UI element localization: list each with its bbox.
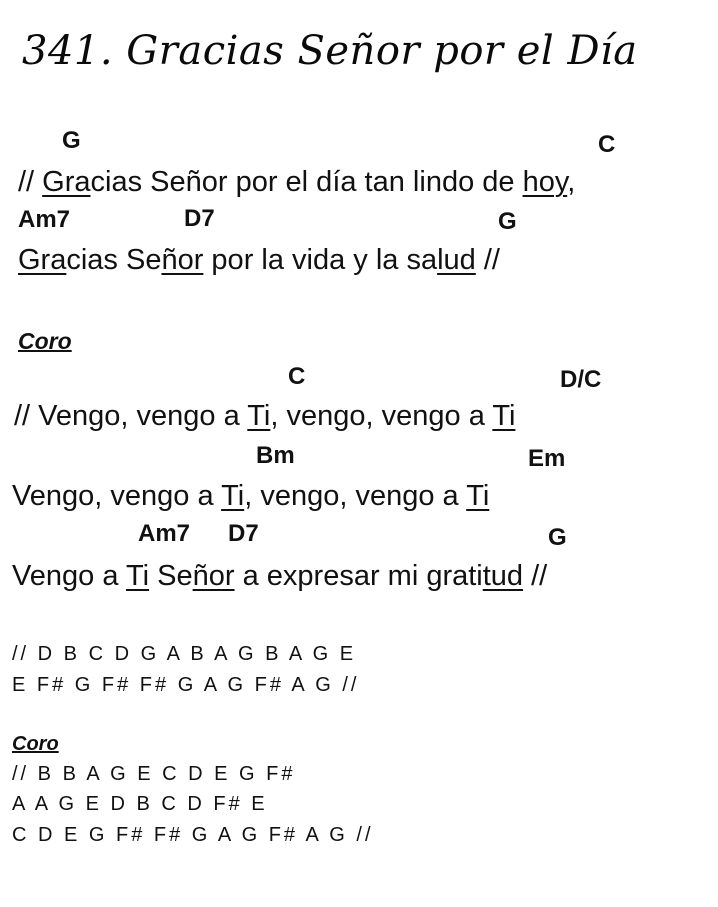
chord: C	[288, 363, 306, 390]
chord: D7	[228, 520, 259, 547]
melody-line: E F# G F# F# G A G F# A G //	[12, 674, 360, 696]
chord: G	[548, 524, 567, 551]
melody-line: C D E G F# F# G A G F# A G //	[12, 824, 374, 846]
chord: Bm	[256, 442, 295, 469]
chord: Em	[528, 445, 566, 472]
chord: C	[598, 131, 616, 158]
chord: G	[498, 208, 517, 235]
chord: Am7	[18, 206, 71, 233]
verse-line-2: Gracias Señor por la vida y la salud //	[18, 244, 500, 276]
chord: G	[62, 127, 81, 154]
melody-line: A A G E D B C D F# E	[12, 793, 268, 815]
song-title: 341. Gracias Señor por el Día	[22, 28, 638, 74]
melody-chorus-heading: Coro	[12, 733, 59, 755]
chorus-line-1: // Vengo, vengo a Ti, vengo, vengo a Ti	[14, 400, 516, 432]
melody-line: // B B A G E C D E G F#	[12, 763, 296, 785]
chorus-line-3: Vengo a Ti Señor a expresar mi gratitud //	[12, 560, 548, 592]
chorus-heading: Coro	[18, 328, 72, 354]
chord: D7	[184, 205, 215, 232]
chorus-line-2: Vengo, vengo a Ti, vengo, vengo a Ti	[12, 480, 490, 512]
chord: Am7	[138, 520, 191, 547]
verse-line-1: // Gracias Señor por el día tan lindo de hoy,	[18, 166, 576, 198]
melody-line: // D B C D G A B A G B A G E	[12, 643, 357, 665]
chord: D/C	[560, 366, 602, 393]
